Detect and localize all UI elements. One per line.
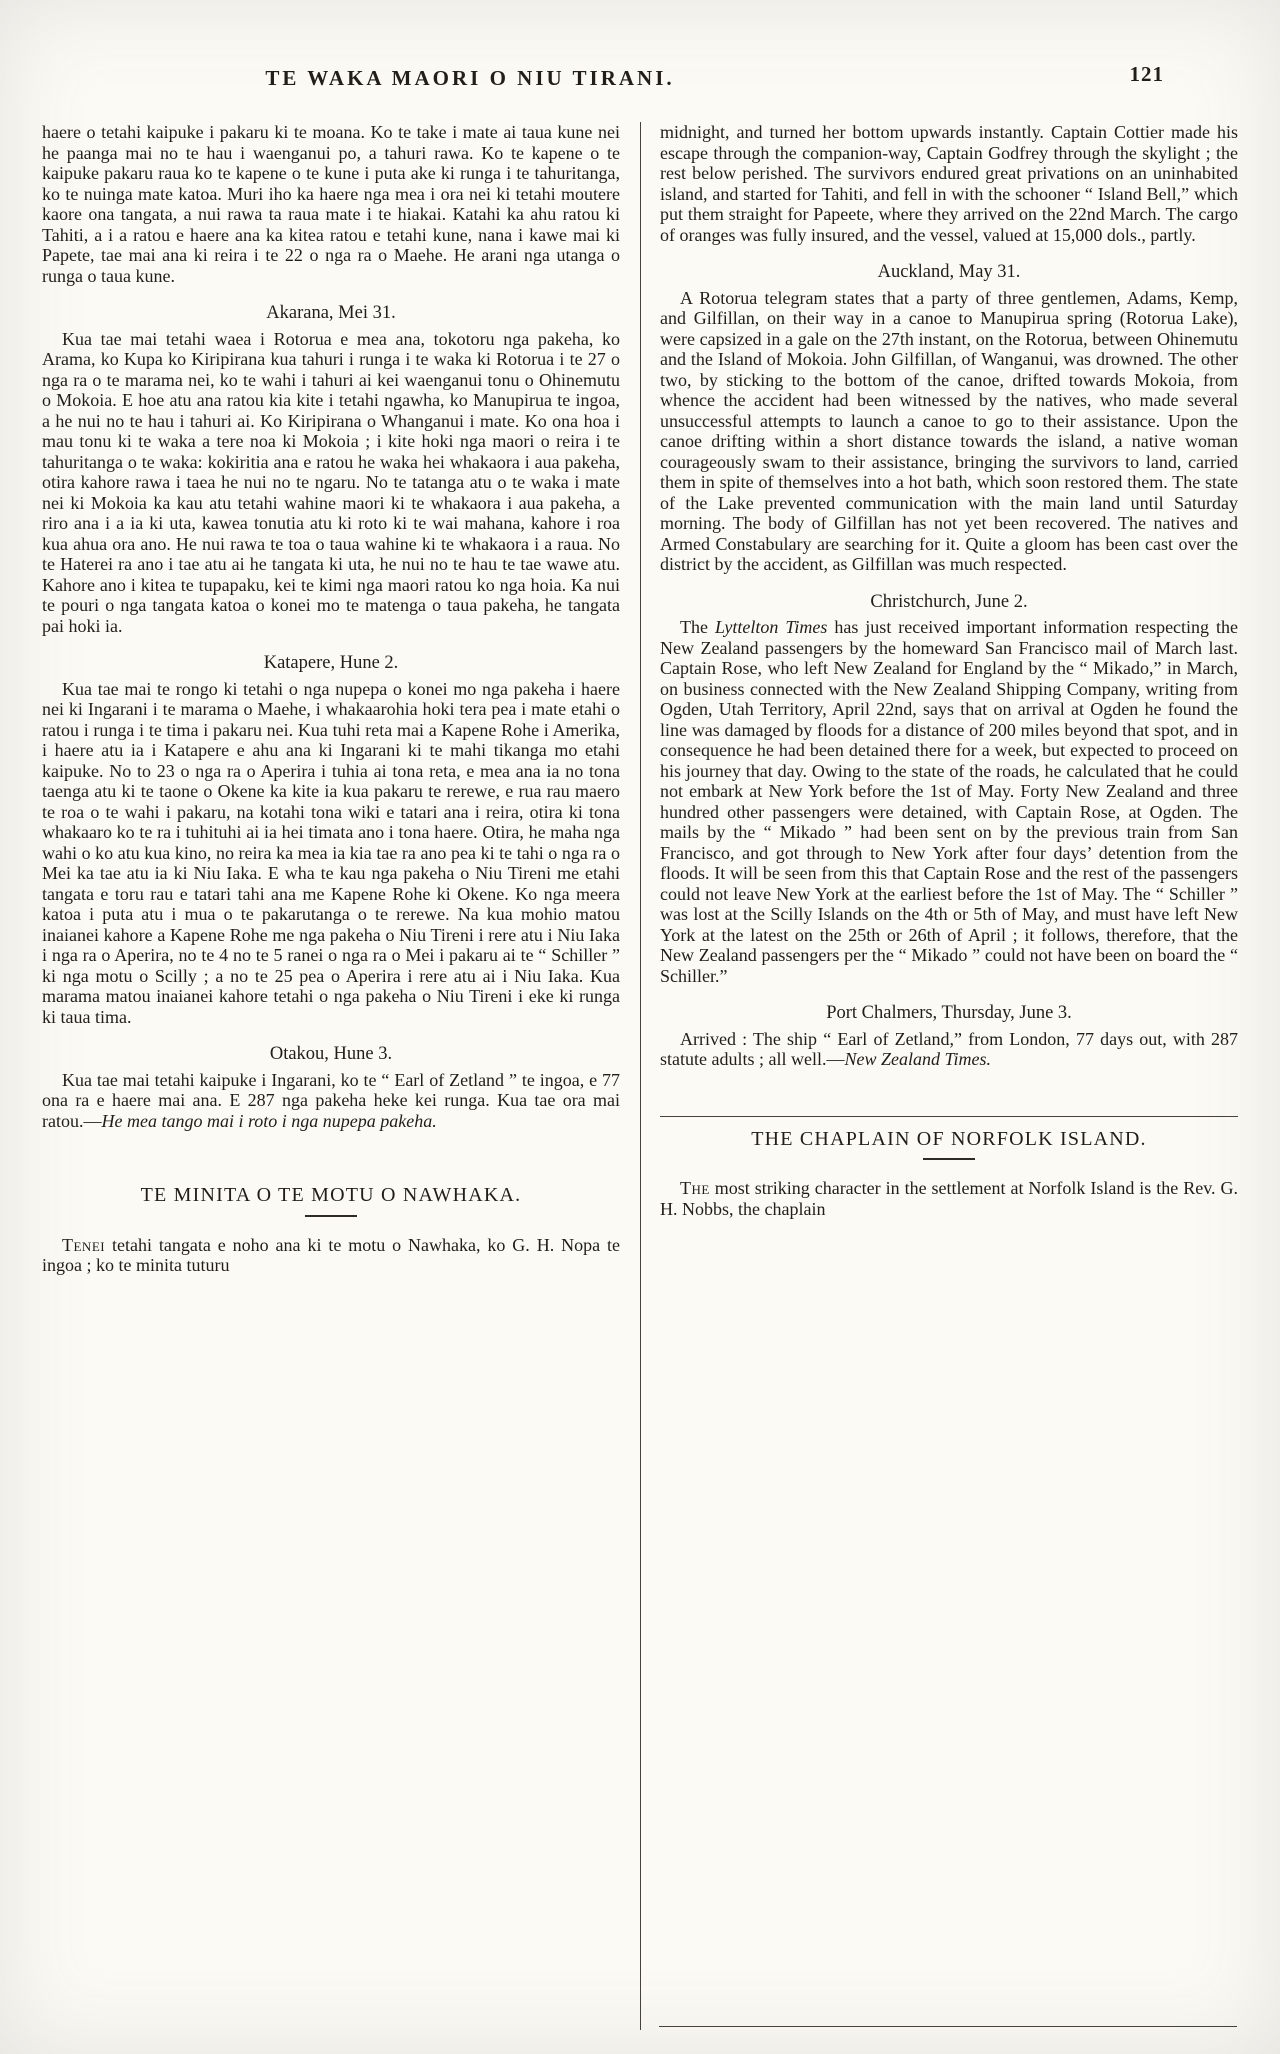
page-header [0, 0, 1280, 104]
dateline-otakou: Otakou, Hune 3. [269, 1044, 393, 1064]
title-rule [923, 1158, 975, 1160]
article-paragraph [42, 1070, 620, 1132]
article-paragraph: Kua tae mai te rongo ki tetahi o nga nupepa o konei mo nga pakeha i haere nei ki Ingarani i te marama o Maehe, i whakaarohia hoki tera pea i mate etahi o ratou i runga i te tima i pakaru nei. Kua tuhi reta mai a Kapene Rohe i Amerika, i haere atu ia i Katapere e ahu ana ki Ingarani ki te mahi tikanga mo etahi kaipuke. No to 23 o nga ra o Aperira i tuhia ai tona reta, e mea ana ia no tona taenga atu ki te taone o Okene ka kite ia kua pakaru te rerewe, e rua rau maero te roa o te wahi i pakaru, na kotahi tona wiki e tatari ana i reira, otira ki tona whakaaro ko te ra i tuhituhi ai ia hei timata ano i tona haere. Otira, he maha nga wahi o ko atu kua kino, no reira ka mea ia kia tae ra ano pea ki te tahi o nga ra o Mei ka tae atu ia ki Niu Iaka. E wha te kau nga pakeha o Niu Tireni me etahi tangata e toru rau e tatari tahi ana me Kapene Rohe ki Okene. Ko nga meera katoa i puta atu i mua o te pakarutanga o te rerewe. Na kua mohio matou inaianei kahore a Kapene Rohe me nga pakeha o Niu Tireni i rere atu i Niu Iaka i nga ra o Aperira, no te 4 no te 5 ranei o nga ra o Mei i pakaru ai te “ Schiller ” ki nga motu o Scilly ; a no te 25 pea o Aperira i rere atu ai i Niu Iaka. Kua marama matou inaianei kahore tetahi o nga pakeha o Niu Tireni i eke ki runga ki taua tima. [42, 678, 620, 1027]
article-text: Kua tae mai tetahi kaipuke i Ingarani, ko te “ Earl of Zetland ” te ingoa, e 77 ona ra e haere mai ana. E 287 nga pakeha heke kei runga. Kua tae ora mai ratou.— [42, 1069, 620, 1131]
dateline-auckland: Auckland, May 31. [877, 262, 1021, 282]
section-paragraph [660, 1178, 1238, 1219]
continuation-paragraph: haere o tetahi kaipuke i pakaru ki te moana. Ko te take i mate ai taua kune nei he paanga mai no te hau i waenganui po, a tahuri rawa. Ko te kapene o te kaipuke pakaru raua ko te kapene o te kune i puta ake ki runga i te tahuritanga, ko te nuinga mate katoa. Muri iho ka haere nga mea i ora nei ki tetahi moutere kaore ona tangata, a nui rawa ta raua mate i te hiakai. Katahi ka ahu ratou ki Tahiti, a i a ratou e haere ana ka kitea ratou e tetahi kune, nana i kawe mai ki Papete, tae mai ana ki reira i te 22 o nga ra o Maehe. He arani nga utanga o runga o taua kune. [42, 122, 620, 286]
section-title: THE CHAPLAIN OF NORFOLK ISLAND. [751, 1127, 1147, 1150]
bottom-rule [659, 2026, 1237, 2027]
lead-word: Tenei [62, 1234, 106, 1255]
section-heading-chaplain [660, 1116, 1238, 1161]
article-text: Arrived : The ship “ Earl of Zetland,” from London, 77 days out, with 287 statute adults ; all well.— [660, 1028, 1238, 1069]
title-rule [305, 1215, 357, 1217]
lead-word: The [680, 1178, 710, 1198]
article-text: has just received important information respecting the New Zealand passengers by the homeward San Francisco mail of March last. Captain Rose, who left New Zealand for England by the “ Mikado,” in March, on business connected with the New Zealand Shipping Company, writing from Ogden, Utah Territory, April 22nd, says that on arrival at Ogden he found the line was damaged by floods for a distance of 200 miles beyond that spot, and in consequence he had been detained there for a week, but expected to proceed on his journey that day. Owing to the state of the roads, he calculated that he could not embark at New York before the 1st of May. Forty New Zealand and three hundred other passengers were detained, with Captain Rose, at Ogden. The mails by the “ Mikado ” had been sent on by the previous train from San Francisco, and got through to New York after four days’ detention from the floods. It will be seen from this that Captain Rose and the rest of the passengers could not leave New York at the earliest before the 1st of May. The “ Schiller ” was lost at the Scilly Islands on the 4th or 5th of May, and must have left New York at the latest on the 25th or 26th of April ; it follows, therefore, that the New Zealand passengers per the “ Mikado ” could not have been on board the “ Schiller.” [660, 617, 1239, 986]
article-paragraph: Kua tae mai tetahi waea i Rotorua e mea ana, tokotoru nga pakeha, ko Arama, ko Kupa ko Kiripirana kua tahuri i runga i te waka ki Rotorua i te 27 o nga ra o te marama nei, ko te wahi i tahuri ai kei waenganui tonu o Ohinemutu o Mokoia. E hoe atu ana ratou kia kite i tetahi ngawha, ko Manupirua te ingoa, a he nui no te hau i tahuri ai. Ko Kiripirana o Whanganui i mate. Ko ona hoa i mau tonu ki te waka a tere noa ki Mokoia ; i kite hoki nga maori o reira i te tahuritanga o te waka: kokiritia ana e ratou he waka hei whakaora i aua pakeha, otira kahore rawa i taea he nui no te ngaru. No te tatanga atu o te waka i mate nei ki Mokoia ka kau atu tetahi wahine maori ki te whakaora i aua pakeha, a riro ana i a ia ki uta, kawea tonutia atu ki roto ki te wai mahana, kahore i roa kua ahua ora ano. He nui rawa te toa o taua wahine ki te whakaora i a raua. No te Haterei ra ano i tae atu ai he tangata ki uta, he nui no te hau te tae wawe atu. Kahore ano i kitea te tupapaku, kei te kimi nga maori ratou ko nga hoia. Ka nui te pouri o nga tangata katoa o konei mo te matenga o taua pakeha, he tangata pai hoki ia. [42, 328, 620, 636]
section-heading-te-minita [42, 1185, 620, 1217]
section-paragraph [42, 1235, 620, 1276]
newspaper-name: Lyttelton Times [714, 617, 828, 637]
section-text: tetahi tangata e noho ana ki te motu o Nawhaka, ko G. H. Nopa te ingoa ; ko te minita tuturu [42, 1234, 620, 1275]
article-source-note: He mea tango mai i roto i nga nupepa pakeha. [101, 1110, 437, 1131]
continuation-paragraph: midnight, and turned her bottom upwards instantly. Captain Cottier made his escape through the companion-way, Captain Godfrey through the skylight ; the rest below perished. The survivors endured great privations on an uninhabited island, and started for Tahiti, and fell in with the schooner “ Island Bell,” which put them straight for Papeete, where they arrived on the 22nd March. The cargo of oranges was fully insured, and the vessel, valued at 15,000 dols., partly. [660, 122, 1238, 245]
left-column-maori [42, 122, 620, 2030]
article-source-note: New Zealand Times. [844, 1049, 991, 1069]
dateline-christchurch: Christchurch, June 2. [870, 591, 1028, 612]
dateline-akarana: Akarana, Mei 31. [266, 303, 396, 323]
article-lead: The [680, 617, 715, 637]
column-divider [640, 122, 641, 2030]
page-number: 121 [1129, 62, 1164, 86]
section-text: most striking character in the settlement at Norfolk Island is the Rev. G. H. Nobbs, the chaplain [660, 1178, 1238, 1219]
article-paragraph [660, 617, 1238, 986]
columns [0, 122, 1280, 2030]
section-title: TE MINITA O TE MOTU O NAWHAKA. [140, 1184, 522, 1206]
dateline-port-chalmers: Port Chalmers, Thursday, June 3. [826, 1003, 1072, 1023]
article-paragraph [660, 1029, 1238, 1070]
article-paragraph: A Rotorua telegram states that a party of three gentlemen, Adams, Kemp, and Gilfillan, on their way in a canoe to Manupirua spring (Rotorua Lake), were capsized in a gale on the 27th instant, on the Rotorua, between Ohinemutu and the Island of Mokoia. John Gilfillan, of Wanganui, was drowned. The other two, by sticking to the bottom of the canoe, drifted towards Mokoia, from whence the accident had been witnessed by the natives, who made several unsuccessful attempts to launch a canoe to go to their assistance. Upon the canoe drifting within a short distance towards the island, a native woman courageously swam to their assistance, bringing the survivors to land, carried them in spite of themselves into a hot bath, which soon restored them. The state of the Lake prevented communication with the main land until Saturday morning. The body of Gilfillan has not yet been recovered. The natives and Armed Constabulary are searching for it. Quite a gloom has been cast over the district by the accident, as Gilfillan was much respected. [660, 287, 1238, 574]
right-column-english [660, 122, 1238, 2030]
dateline-katapere: Katapere, Hune 2. [263, 653, 399, 673]
masthead-title: TE WAKA MAORI O NIU TIRANI. [265, 66, 675, 90]
